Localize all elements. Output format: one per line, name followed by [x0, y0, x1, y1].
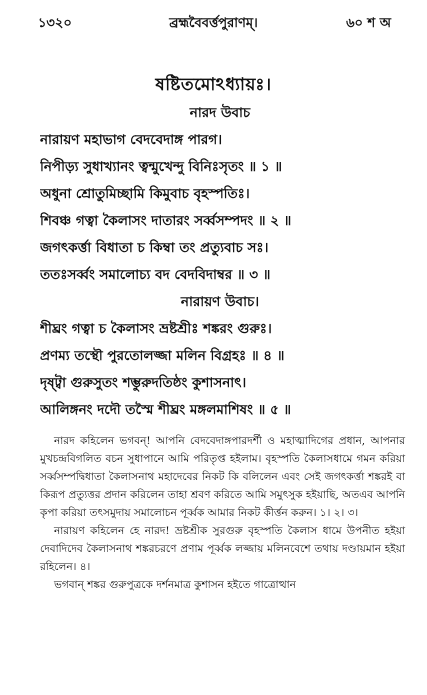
speaker-heading: নারদ উবাচ [189, 105, 251, 121]
verse-block-2 [40, 289, 400, 424]
chapter-folio: ৬০ শ অ [346, 16, 391, 31]
verse-line: জগৎকর্ত্তা বিধাতা চ কিম্বা তং প্রত্যুবাচ সঃ। [40, 240, 269, 256]
verse-line: নিপীড়্য সুধাখ্যানং ত্বন্মুখেন্দু বিনিঃসৃতং ॥ ১ ॥ [40, 159, 282, 175]
prose-paragraph-2: নারায়ণ কহিলেন হে নারদ! ভ্রষ্টশ্রীক সুরগুরু বৃহস্পতি কৈলাস ধামে উপনীত হইয়া দেবাদিদেব কৈলাসনাথ শঙ্করচরণে প্রণাম পূর্ব্বক লজ্জায় মলিনবেশে তথায় দণ্ডায়মান হইয়া রহিলেন। ৪। [40, 525, 405, 573]
verse-line: প্রণম্য তস্থৌ পুরতোলজ্জা মলিন বিগ্রহঃ ॥ ৪ ॥ [40, 348, 285, 364]
verse-line: শীঘ্রং গত্বা চ কৈলাসং ভ্রষ্টশ্রীঃ শঙ্করং গুরুঃ। [40, 321, 272, 337]
verse-block-1 [40, 100, 400, 289]
chapter-title: ষষ্টিতমোঽধ্যায়ঃ। [155, 75, 272, 95]
speaker-heading: নারায়ণ উবাচ। [180, 294, 260, 310]
verse-line: নারায়ণ মহাভাগ বেদবেদাঙ্গ পারগ। [40, 132, 223, 148]
prose-paragraph-1: নারদ কহিলেন ভগবন্! আপনি বেদবেদাঙ্গপারদর্শী ও মহাত্মাদিগের প্রধান, আপনার মুখচন্দ্রবিগলিত বচন সুধাপানে আমি পরিতৃপ্ত হইলাম। বৃহস্পতি কৈলাসধামে গমন করিয়া সর্ব্বসম্পদ্বিধাতা কৈলাসনাথ মহাদেবের নিকট কি বলিলেন এবং সেই জগৎকর্ত্তা শঙ্করই বা কিরূপ প্রত্যুত্তর প্রদান করিলেন তাহা শ্রবণ করিতে আমি সমুৎসুক হইয়াছি, অতএব আপনি কৃপা করিয়া তৎসমুদায় সমালোচন পূর্ব্বক আমার নিকট কীর্ত্তন করুন। ১। ২। ৩। [40, 435, 405, 519]
running-head [0, 14, 427, 34]
running-title: ব্রহ্মবৈবর্ত্তপুরাণম্। [169, 16, 258, 31]
verse-line: দৃষ্ট্বা গুরুসুতং শম্ভুরুদতিষ্ঠং কুশাসনাৎ। [40, 375, 247, 391]
prose-translation [40, 432, 405, 594]
verse-line: অধুনা শ্রোতুমিচ্ছামি কিমুবাচ বৃহস্পতিঃ। [40, 186, 250, 202]
verse-line: ততঃসর্ব্বং সমালোচ্য বদ বেদবিদাম্বর ॥ ৩ ॥ [40, 267, 271, 283]
page-number: ১৩২০ [38, 16, 72, 31]
verse-line: আলিঙ্গনং দদৌ তস্মৈ শীঘ্রং মঙ্গলমাশিষং ॥ ৫ ॥ [40, 402, 292, 418]
prose-paragraph-3: ভগবান্ শঙ্কর গুরুপুত্রকে দর্শনমাত্র কুশাসন হইতে গাত্রোত্থান [54, 579, 296, 591]
verse-line: শিবঞ্চ গত্বা কৈলাসং দাতারং সর্ব্বসম্পদং ॥ ২ ॥ [40, 213, 292, 229]
